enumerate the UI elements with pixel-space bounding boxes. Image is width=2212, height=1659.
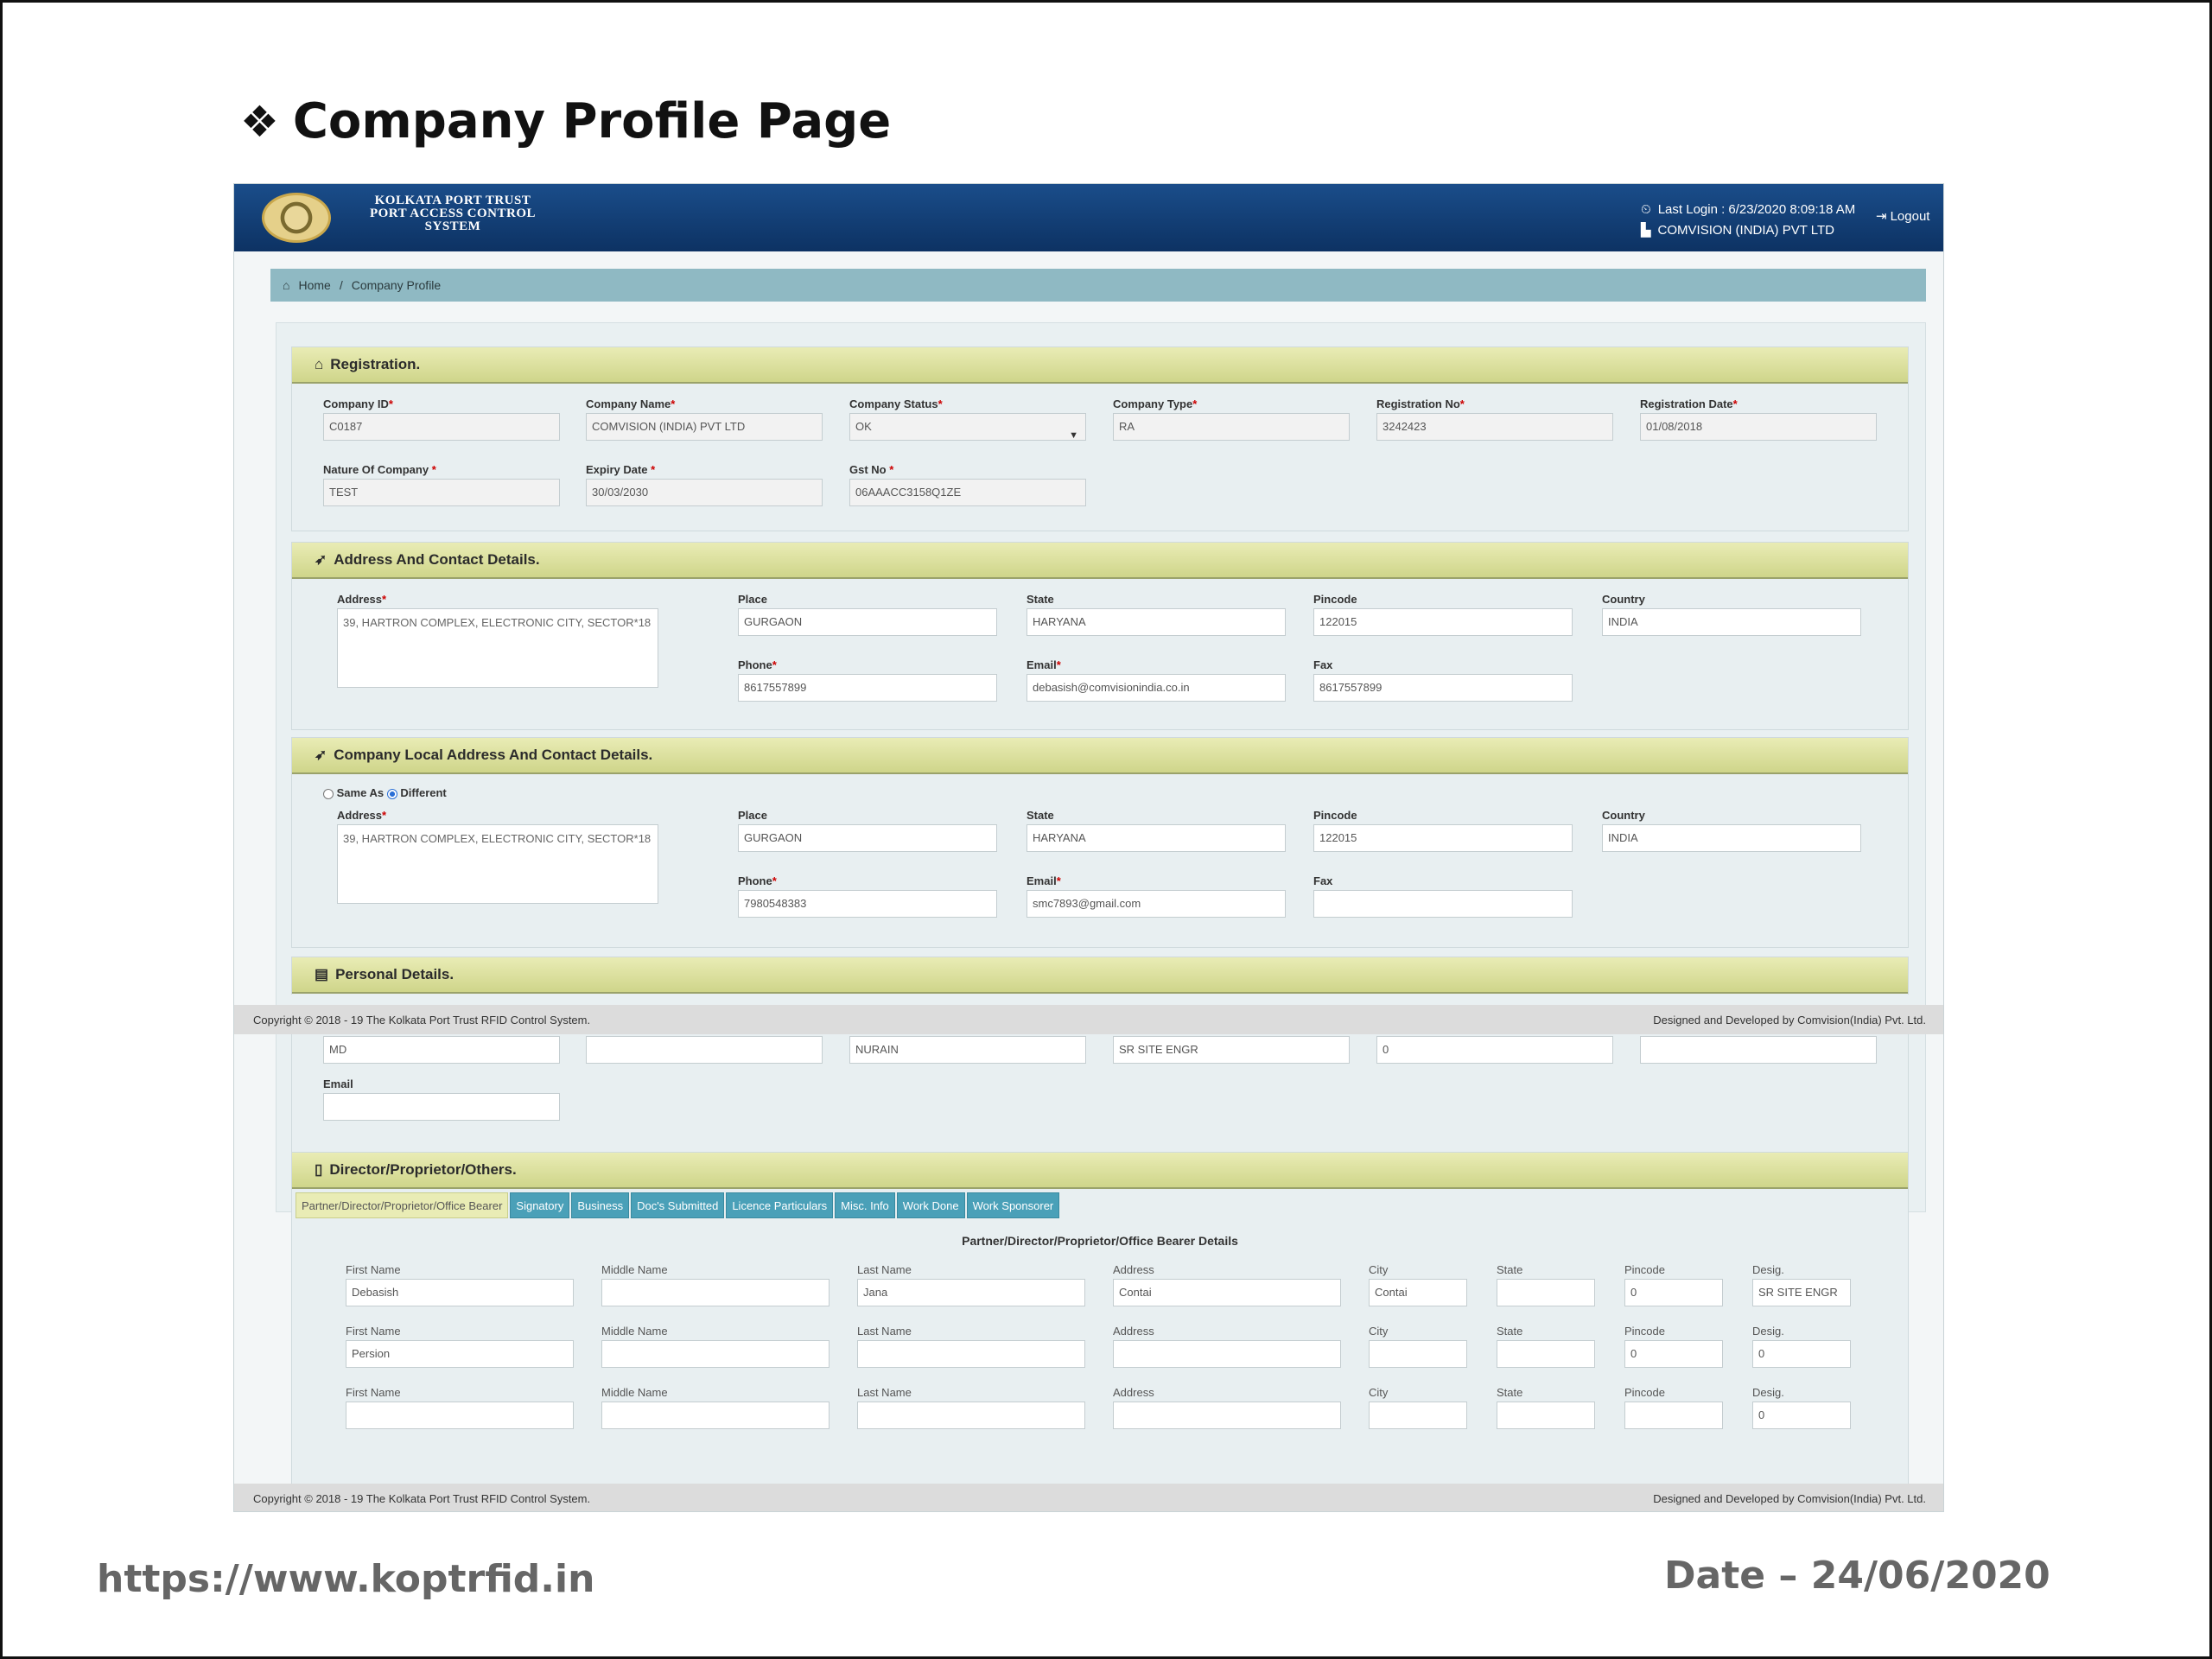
director-pincode-input[interactable]: 0 bbox=[1624, 1340, 1723, 1368]
local-pincode-label: Pincode bbox=[1313, 809, 1357, 822]
developer-text: Designed and Developed by Comvision(India) Pvt. Ltd. bbox=[1653, 1491, 1926, 1505]
pincode-field bbox=[1313, 593, 1573, 636]
state-input[interactable]: HARYANA bbox=[1027, 608, 1286, 636]
brand-title bbox=[336, 194, 569, 233]
tab-work-done[interactable]: Work Done bbox=[897, 1192, 965, 1218]
tab-docs-submitted[interactable]: Doc's Submitted bbox=[631, 1192, 724, 1218]
email-input[interactable]: debasish@comvisionindia.co.in bbox=[1027, 674, 1286, 702]
director-first-input[interactable]: Persion bbox=[346, 1340, 574, 1368]
pincode-input[interactable]: 122015 bbox=[1313, 608, 1573, 636]
tab-misc-info[interactable]: Misc. Info bbox=[835, 1192, 895, 1218]
tab-signatory[interactable]: Signatory bbox=[510, 1192, 569, 1218]
expiry-label: Expiry Date bbox=[586, 463, 648, 476]
local-state-field bbox=[1027, 809, 1286, 852]
director-address-label: Address bbox=[1113, 1263, 1154, 1276]
director-middle-field bbox=[601, 1263, 830, 1306]
local-phone-input[interactable]: 7980548383 bbox=[738, 890, 997, 918]
local-country-input[interactable]: INDIA bbox=[1602, 824, 1861, 852]
director-address-field bbox=[1113, 1325, 1341, 1368]
director-first-label: First Name bbox=[346, 1386, 401, 1399]
director-last-input[interactable] bbox=[857, 1402, 1085, 1429]
brand-line-1: KOLKATA PORT TRUST bbox=[374, 194, 531, 207]
brand-line-3: SYSTEM bbox=[424, 219, 481, 233]
phone-label: Phone bbox=[738, 658, 772, 671]
login-info bbox=[1641, 200, 1855, 241]
email-field: Email* debasish@comvisionindia.co.in bbox=[1027, 658, 1286, 702]
registration-date-field: Registration Date* 01/08/2018 bbox=[1640, 397, 1877, 441]
slide-title bbox=[240, 93, 891, 149]
director-city-label: City bbox=[1369, 1263, 1389, 1276]
gst-label: Gst No bbox=[849, 463, 887, 476]
director-pincode-field bbox=[1624, 1386, 1723, 1429]
page-footer-overlay bbox=[234, 1005, 1944, 1034]
director-address-label: Address bbox=[1113, 1386, 1154, 1399]
director-pincode-input[interactable]: 0 bbox=[1624, 1279, 1723, 1306]
director-pincode-field bbox=[1624, 1263, 1723, 1306]
local-state-label: State bbox=[1027, 809, 1054, 822]
brand-line-2: PORT ACCESS CONTROL bbox=[369, 207, 537, 220]
director-state-label: State bbox=[1497, 1325, 1523, 1338]
local-address-title: Company Local Address And Contact Details. bbox=[334, 747, 653, 763]
director-pincode-field bbox=[1624, 1325, 1723, 1368]
director-city-input[interactable]: Contai bbox=[1369, 1279, 1467, 1306]
director-title: Director/Proprietor/Others. bbox=[329, 1161, 517, 1178]
director-first-field bbox=[346, 1325, 574, 1368]
local-country-label: Country bbox=[1602, 809, 1645, 822]
address-header bbox=[292, 543, 1908, 579]
tab-partner[interactable]: Partner/Director/Proprietor/Office Bearer bbox=[296, 1192, 508, 1218]
personal-email-label: Email bbox=[323, 1077, 353, 1090]
director-address-field bbox=[1113, 1386, 1341, 1429]
gst-input[interactable]: 06AAACC3158Q1ZE bbox=[849, 479, 1086, 506]
local-pincode-field bbox=[1313, 809, 1573, 852]
registration-no-field: Registration No* 3242423 bbox=[1376, 397, 1613, 441]
director-city-field bbox=[1369, 1263, 1467, 1306]
breadcrumb-current: Company Profile bbox=[351, 278, 442, 292]
clock-icon: ⏲ bbox=[1641, 202, 1651, 217]
director-desig-field bbox=[1752, 1263, 1851, 1306]
local-email-input[interactable]: smc7893@gmail.com bbox=[1027, 890, 1286, 918]
local-fax-input[interactable] bbox=[1313, 890, 1573, 918]
director-state-field bbox=[1497, 1386, 1595, 1429]
director-address-field bbox=[1113, 1263, 1341, 1306]
gst-field: Gst No * 06AAACC3158Q1ZE bbox=[849, 463, 1086, 506]
director-first-input[interactable]: Debasish bbox=[346, 1279, 574, 1306]
local-phone-label: Phone bbox=[738, 874, 772, 887]
country-field bbox=[1602, 593, 1861, 636]
director-desig-label: Desig. bbox=[1752, 1325, 1784, 1338]
director-middle-field bbox=[601, 1386, 830, 1429]
location-arrow-icon: ➶ bbox=[315, 747, 327, 763]
port-seal-logo bbox=[262, 193, 331, 243]
personal-value-1[interactable]: MD bbox=[323, 1036, 560, 1064]
same-as-label: Same As bbox=[336, 786, 385, 799]
registration-section bbox=[291, 346, 1909, 531]
director-middle-field bbox=[601, 1325, 830, 1368]
expiry-field: Expiry Date * 30/03/2030 bbox=[586, 463, 823, 506]
home-icon: ⌂ bbox=[283, 278, 290, 292]
registration-no-label: Registration No bbox=[1376, 397, 1460, 410]
local-place-field bbox=[738, 809, 997, 852]
company-name-input[interactable]: COMVISION (INDIA) PVT LTD bbox=[586, 413, 823, 441]
email-label: Email bbox=[1027, 658, 1057, 671]
director-state-field bbox=[1497, 1263, 1595, 1306]
registration-no-input[interactable]: 3242423 bbox=[1376, 413, 1613, 441]
expiry-input[interactable]: 30/03/2030 bbox=[586, 479, 823, 506]
local-address-label: Address bbox=[337, 809, 383, 822]
pincode-label: Pincode bbox=[1313, 593, 1357, 606]
phone-field: Phone* 8617557899 bbox=[738, 658, 997, 702]
app-screenshot bbox=[233, 183, 1944, 1512]
director-city-input[interactable] bbox=[1369, 1340, 1467, 1368]
director-middle-label: Middle Name bbox=[601, 1263, 668, 1276]
personal-value-2[interactable] bbox=[586, 1036, 823, 1064]
place-input[interactable]: GURGAON bbox=[738, 608, 997, 636]
state-field bbox=[1027, 593, 1286, 636]
developer-text: Designed and Developed by Comvision(India) Pvt. Ltd. bbox=[1653, 1013, 1926, 1027]
fax-label: Fax bbox=[1313, 658, 1333, 671]
different-radio[interactable] bbox=[387, 789, 397, 799]
director-desig-label: Desig. bbox=[1752, 1263, 1784, 1276]
different-label: Different bbox=[400, 786, 447, 799]
director-first-field bbox=[346, 1263, 574, 1306]
local-country-field bbox=[1602, 809, 1861, 852]
local-state-input[interactable]: HARYANA bbox=[1027, 824, 1286, 852]
director-header bbox=[292, 1153, 1908, 1189]
local-email-label: Email bbox=[1027, 874, 1057, 887]
director-desig-input[interactable]: 0 bbox=[1752, 1402, 1851, 1429]
address-textarea[interactable]: 39, HARTRON COMPLEX, ELECTRONIC CITY, SECTOR*18 bbox=[337, 608, 658, 688]
local-address-field: Address* 39, HARTRON COMPLEX, ELECTRONIC CITY, SECTOR*18 bbox=[337, 809, 658, 904]
director-desig-input[interactable]: 0 bbox=[1752, 1340, 1851, 1368]
company-type-field: Company Type* RA bbox=[1113, 397, 1350, 441]
country-label: Country bbox=[1602, 593, 1645, 606]
last-login-text: Last Login : 6/23/2020 8:09:18 AM bbox=[1657, 202, 1856, 217]
company-type-input[interactable]: RA bbox=[1113, 413, 1350, 441]
building-icon: ▙ bbox=[1641, 223, 1651, 238]
slide-title-text: Company Profile Page bbox=[292, 93, 892, 149]
personal-section-body bbox=[291, 1034, 1909, 1155]
director-pincode-input[interactable] bbox=[1624, 1402, 1723, 1429]
company-status-select[interactable] bbox=[849, 413, 1086, 441]
place-label: Place bbox=[738, 593, 767, 606]
director-pincode-label: Pincode bbox=[1624, 1386, 1665, 1399]
personal-value-3[interactable]: NURAIN bbox=[849, 1036, 1086, 1064]
fax-field bbox=[1313, 658, 1573, 702]
personal-section bbox=[291, 957, 1909, 995]
director-address-input[interactable]: Contai bbox=[1113, 1279, 1341, 1306]
logout-label: Logout bbox=[1890, 208, 1930, 224]
personal-value-6[interactable] bbox=[1640, 1036, 1877, 1064]
director-first-input[interactable] bbox=[346, 1402, 574, 1429]
company-status-value: OK bbox=[855, 420, 872, 433]
director-state-field bbox=[1497, 1325, 1595, 1368]
copyright-text: Copyright © 2018 - 19 The Kolkata Port Trust RFID Control System. bbox=[253, 1013, 591, 1027]
registration-title: Registration. bbox=[330, 356, 421, 372]
local-fax-field bbox=[1313, 874, 1573, 918]
company-status-label: Company Status bbox=[849, 397, 938, 410]
phone-input[interactable]: 8617557899 bbox=[738, 674, 997, 702]
address-type-radio-group bbox=[323, 786, 447, 799]
director-state-input[interactable] bbox=[1497, 1279, 1595, 1306]
director-state-label: State bbox=[1497, 1386, 1523, 1399]
address-label: Address bbox=[337, 593, 383, 606]
director-last-field bbox=[857, 1263, 1085, 1306]
director-subtitle: Partner/Director/Proprietor/Office Bearer Details bbox=[962, 1234, 1238, 1248]
page-footer bbox=[234, 1484, 1944, 1512]
company-name-text: COMVISION (INDIA) PVT LTD bbox=[1657, 223, 1835, 238]
place-field bbox=[738, 593, 997, 636]
breadcrumb bbox=[270, 269, 1926, 302]
director-address-input[interactable] bbox=[1113, 1340, 1341, 1368]
copyright-text: Copyright © 2018 - 19 The Kolkata Port Trust RFID Control System. bbox=[253, 1491, 591, 1505]
director-state-input[interactable] bbox=[1497, 1340, 1595, 1368]
director-pincode-label: Pincode bbox=[1624, 1325, 1665, 1338]
director-last-label: Last Name bbox=[857, 1386, 912, 1399]
same-as-radio[interactable] bbox=[323, 789, 334, 799]
director-first-label: First Name bbox=[346, 1263, 401, 1276]
company-id-input[interactable]: C0187 bbox=[323, 413, 560, 441]
director-state-label: State bbox=[1497, 1263, 1523, 1276]
nature-field: Nature Of Company * TEST bbox=[323, 463, 560, 506]
director-desig-input[interactable]: SR SITE ENGR bbox=[1752, 1279, 1851, 1306]
director-middle-input[interactable] bbox=[601, 1402, 830, 1429]
director-last-input[interactable] bbox=[857, 1340, 1085, 1368]
director-last-input[interactable]: Jana bbox=[857, 1279, 1085, 1306]
director-last-label: Last Name bbox=[857, 1325, 912, 1338]
local-phone-field: Phone* 7980548383 bbox=[738, 874, 997, 918]
tab-work-sponsorer[interactable]: Work Sponsorer bbox=[967, 1192, 1060, 1218]
chevron-down-icon: ▼ bbox=[1069, 430, 1078, 441]
company-name-label: Company Name bbox=[586, 397, 671, 410]
local-address-header bbox=[292, 738, 1908, 774]
director-city-label: City bbox=[1369, 1386, 1389, 1399]
top-navbar bbox=[234, 184, 1944, 251]
registration-date-input[interactable]: 01/08/2018 bbox=[1640, 413, 1877, 441]
personal-header bbox=[292, 957, 1908, 994]
director-tabs bbox=[296, 1192, 1059, 1218]
breadcrumb-separator: / bbox=[339, 278, 343, 292]
company-id-label: Company ID bbox=[323, 397, 389, 410]
director-city-input[interactable] bbox=[1369, 1402, 1467, 1429]
director-section bbox=[291, 1152, 1909, 1489]
company-status-field: Company Status* OK ▼ bbox=[849, 397, 1086, 441]
local-fax-label: Fax bbox=[1313, 874, 1333, 887]
address-section bbox=[291, 542, 1909, 730]
director-first-label: First Name bbox=[346, 1325, 401, 1338]
tab-business[interactable]: Business bbox=[571, 1192, 629, 1218]
breadcrumb-home[interactable]: Home bbox=[298, 278, 331, 292]
director-address-input[interactable] bbox=[1113, 1402, 1341, 1429]
address-field: Address* 39, HARTRON COMPLEX, ELECTRONIC CITY, SECTOR*18 bbox=[337, 593, 658, 688]
director-middle-input[interactable] bbox=[601, 1279, 830, 1306]
director-city-field bbox=[1369, 1325, 1467, 1368]
director-state-input[interactable] bbox=[1497, 1402, 1595, 1429]
registration-date-label: Registration Date bbox=[1640, 397, 1733, 410]
fax-input[interactable]: 8617557899 bbox=[1313, 674, 1573, 702]
bullet-icon: ❖ bbox=[240, 96, 279, 147]
address-title: Address And Contact Details. bbox=[334, 551, 540, 568]
personal-value-4[interactable]: SR SITE ENGR bbox=[1113, 1036, 1350, 1064]
company-type-label: Company Type bbox=[1113, 397, 1193, 410]
logout-icon: ⇥ bbox=[1876, 209, 1887, 224]
registration-header bbox=[292, 347, 1908, 384]
local-place-label: Place bbox=[738, 809, 767, 822]
state-label: State bbox=[1027, 593, 1054, 606]
nature-label: Nature Of Company bbox=[323, 463, 429, 476]
director-desig-label: Desig. bbox=[1752, 1386, 1784, 1399]
local-address-section bbox=[291, 737, 1909, 948]
company-id-field: Company ID* C0187 bbox=[323, 397, 560, 441]
director-pincode-label: Pincode bbox=[1624, 1263, 1665, 1276]
director-first-field bbox=[346, 1386, 574, 1429]
country-input[interactable]: INDIA bbox=[1602, 608, 1861, 636]
home-icon: ⌂ bbox=[315, 356, 324, 372]
nature-input[interactable]: TEST bbox=[323, 479, 560, 506]
slide-date: Date – 24/06/2020 bbox=[1664, 1554, 2050, 1598]
company-name-field: Company Name* COMVISION (INDIA) PVT LTD bbox=[586, 397, 823, 441]
location-arrow-icon: ➶ bbox=[315, 551, 327, 568]
personal-value-5[interactable]: 0 bbox=[1376, 1036, 1613, 1064]
id-card-icon: ▤ bbox=[315, 966, 329, 982]
logout-button[interactable] bbox=[1876, 208, 1929, 224]
director-desig-field bbox=[1752, 1386, 1851, 1429]
director-last-field bbox=[857, 1386, 1085, 1429]
director-city-field bbox=[1369, 1386, 1467, 1429]
director-address-label: Address bbox=[1113, 1325, 1154, 1338]
local-email-field: Email* smc7893@gmail.com bbox=[1027, 874, 1286, 918]
personal-email-field bbox=[323, 1077, 560, 1121]
director-last-label: Last Name bbox=[857, 1263, 912, 1276]
director-last-field bbox=[857, 1325, 1085, 1368]
user-icon: ▯ bbox=[315, 1161, 323, 1178]
tab-licence-particulars[interactable]: Licence Particulars bbox=[726, 1192, 833, 1218]
local-address-textarea[interactable]: 39, HARTRON COMPLEX, ELECTRONIC CITY, SECTOR*18 bbox=[337, 824, 658, 904]
local-place-input[interactable]: GURGAON bbox=[738, 824, 997, 852]
director-middle-label: Middle Name bbox=[601, 1325, 668, 1338]
director-middle-label: Middle Name bbox=[601, 1386, 668, 1399]
director-city-label: City bbox=[1369, 1325, 1389, 1338]
director-middle-input[interactable] bbox=[601, 1340, 830, 1368]
local-pincode-input[interactable]: 122015 bbox=[1313, 824, 1573, 852]
personal-email-input[interactable] bbox=[323, 1093, 560, 1121]
site-url: https://www.koptrfid.in bbox=[97, 1557, 595, 1601]
personal-title: Personal Details. bbox=[335, 966, 454, 982]
director-desig-field bbox=[1752, 1325, 1851, 1368]
